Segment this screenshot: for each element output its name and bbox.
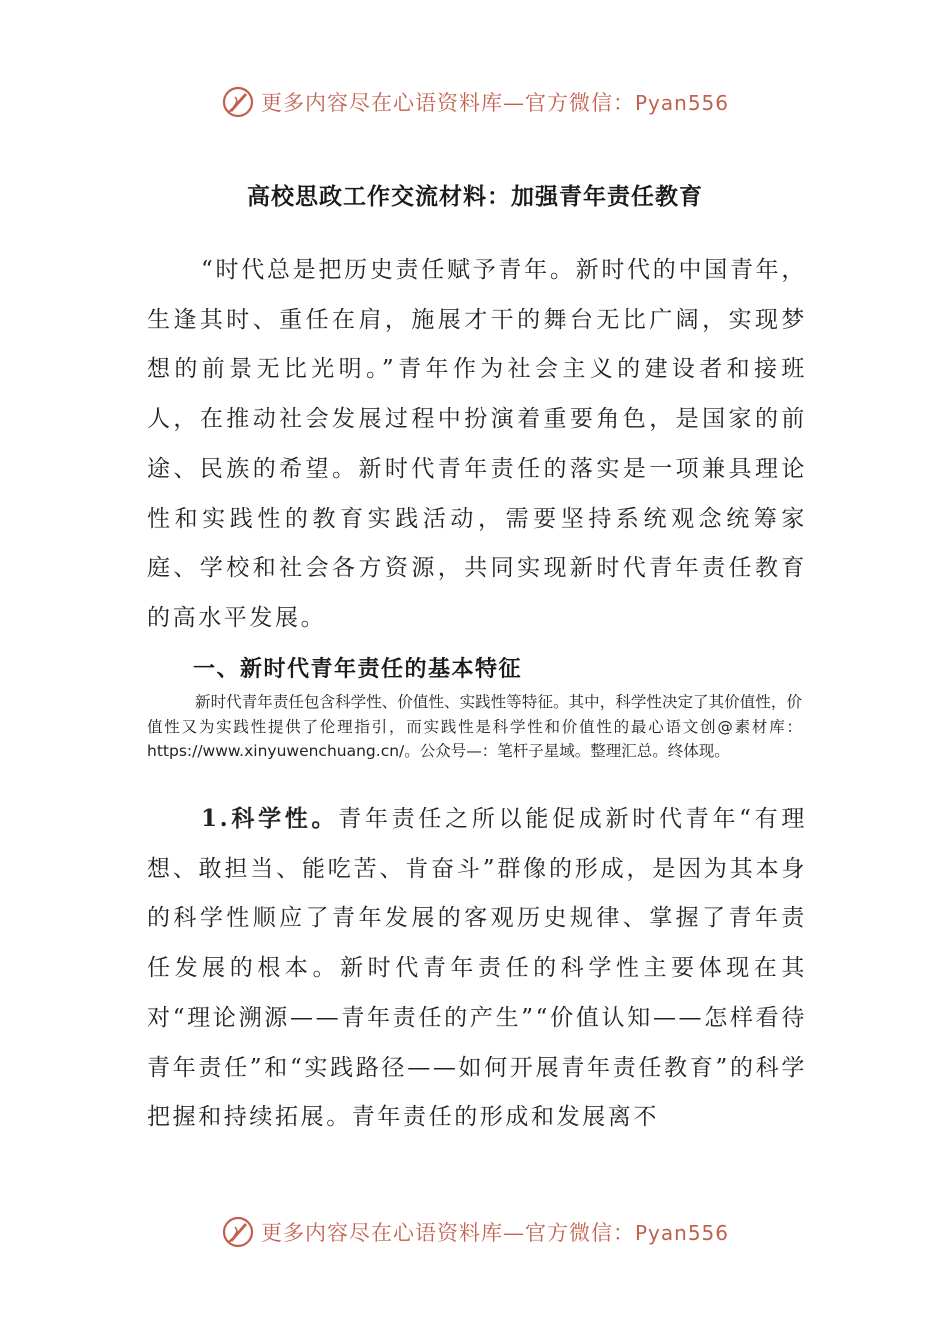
header-banner <box>0 82 950 122</box>
quill-logo-icon <box>221 1215 255 1249</box>
point-paragraph <box>147 794 807 1143</box>
footer-banner-text: 更多内容尽在心语资料库—官方微信：Pyan556 <box>260 1221 729 1245</box>
header-banner-text: 更多内容尽在心语资料库—官方微信：Pyan556 <box>260 91 729 115</box>
footer-banner <box>0 1212 950 1252</box>
intro-paragraph: “时代总是把历史责任赋予青年。新时代的中国青年，生逢其时、重任在肩，施展才干的舞台无比广阔，实现梦想的前景无比光明。”青年作为社会主义的建设者和接班人，在推动社会发展过程中扮演着重要角色，是国家的前途、民族的希望。新时代青年责任的落实是一项兼具理论性和实践性的教育实践活动，需要坚持系统观念统筹家庭、学校和社会各方资源，共同实现新时代青年责任教育的高水平发展。 <box>147 257 807 631</box>
document-title: 高校思政工作交流材料：加强青年责任教育 <box>247 183 703 210</box>
point-body: 青年责任之所以能促成新时代青年“有理想、敢担当、能吃苦、肯奋斗”群像的形成，是因为其本身的科学性顺应了青年发展的客观历史规律、掌握了青年责任发展的根本。新时代青年责任的科学性主要体现在其对“理论溯源——青年责任的产生”“价值认知——怎样看待青年责任”和“实践路径——如何开展青年责任教育”的科学把握和持续拓展。青年责任的形成和发展离不 <box>147 806 807 1131</box>
section-heading: 一、新时代青年责任的基本特征 <box>193 656 523 682</box>
point-lead: 1.科学性。 <box>201 805 339 832</box>
section-summary: 新时代青年责任包含科学性、价值性、实践性等特征。其中，科学性决定了其价值性，价值性又为实践性提供了伦理指引，而实践性是科学性和价值性的最心语文创@素材库：https://www.xinyuwenchuang.cn/。公众号—：笔杆子星域。整理汇总。终体现。 <box>147 693 802 761</box>
wechat-id: Pyan556 <box>634 91 729 115</box>
quill-logo-icon <box>221 85 255 119</box>
wechat-id: Pyan556 <box>634 1221 729 1245</box>
